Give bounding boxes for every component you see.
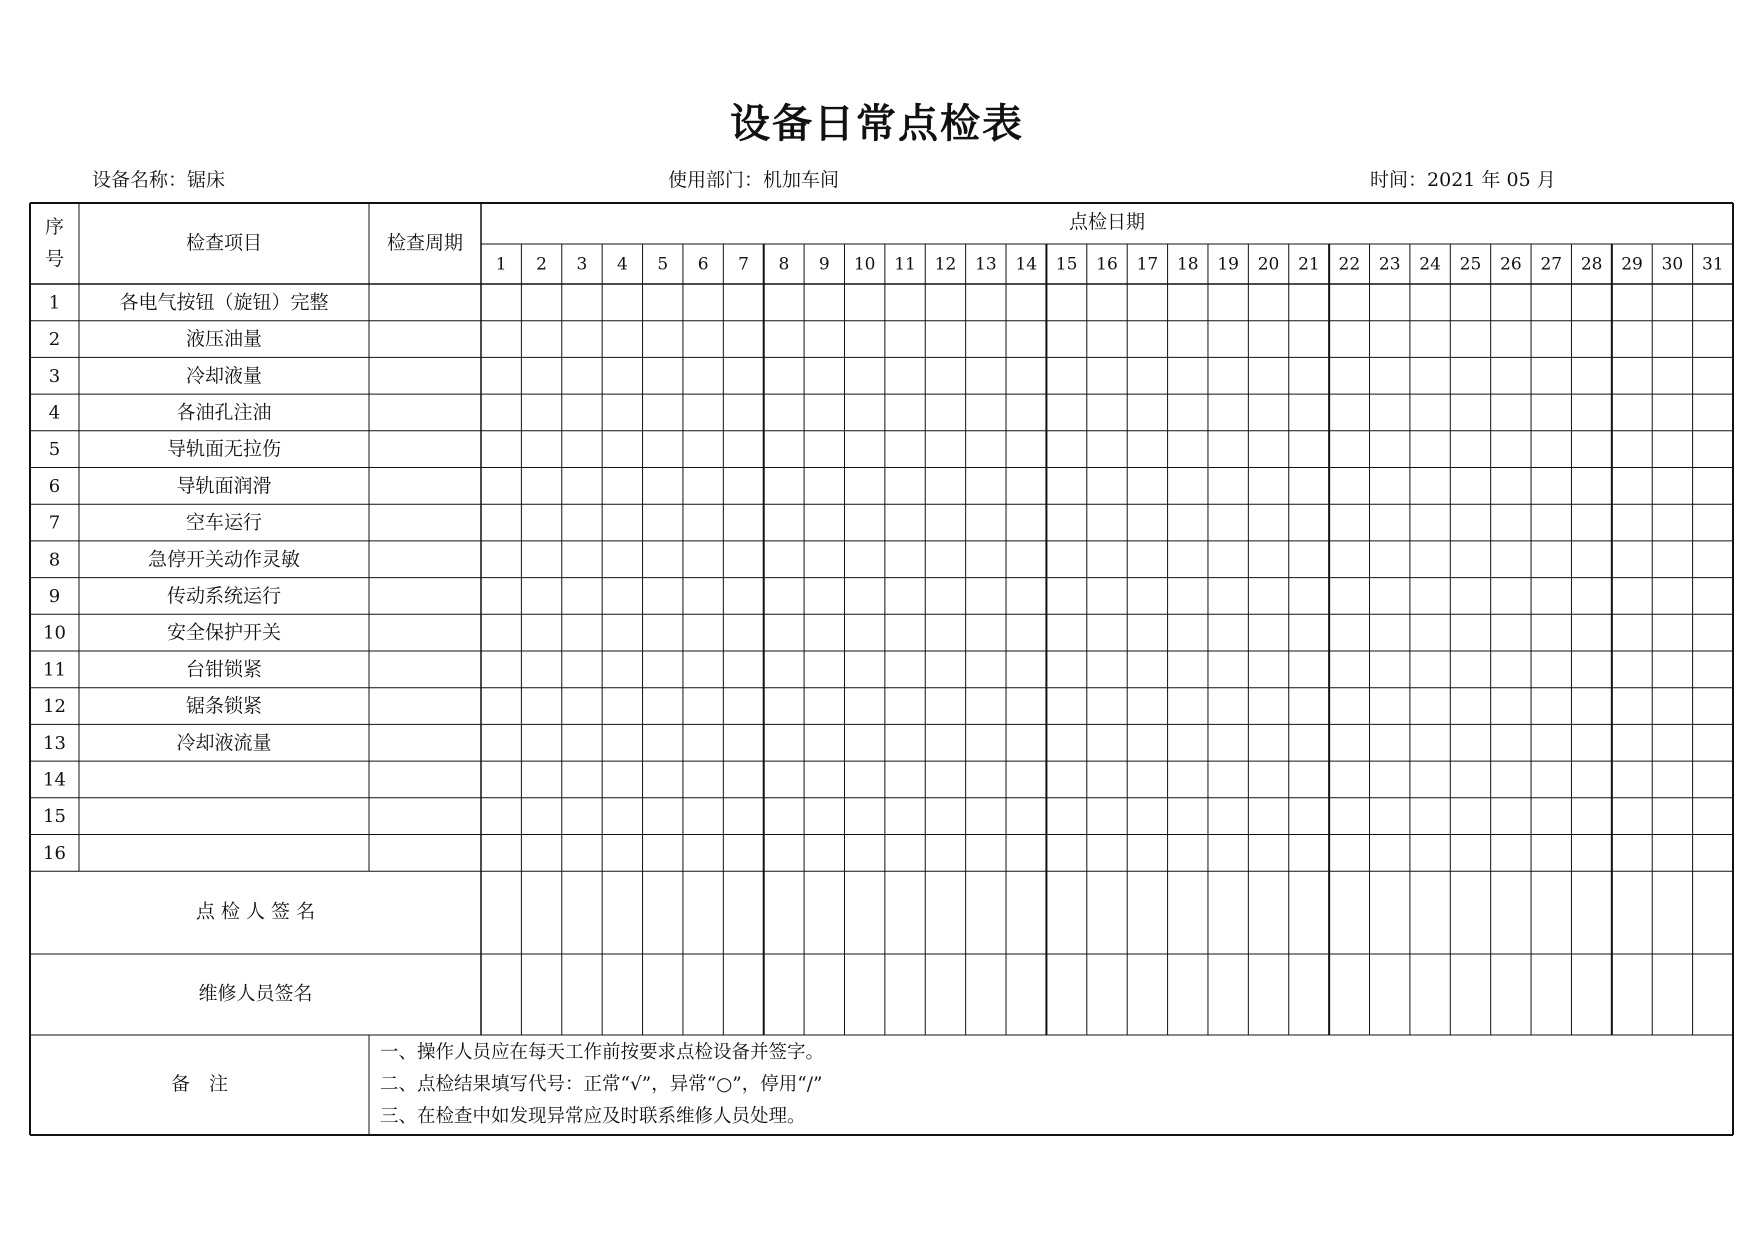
row-seq: 8 [48,549,61,571]
equipment-name-label: 设备名称： [92,169,188,191]
day-header: 11 [894,254,916,275]
day-header: 23 [1378,254,1401,275]
item-header: 检查项目 [185,232,263,254]
day-header: 8 [778,254,790,275]
row-item: 急停开关动作灵敏 [147,548,301,571]
row-item: 液压油量 [185,328,263,351]
day-header: 20 [1257,254,1280,275]
remarks-label: 备 注 [170,1073,229,1095]
day-header: 31 [1701,254,1724,275]
row-seq: 10 [43,622,66,644]
time-month-unit: 月 [1536,169,1556,191]
seq-header-line-1: 序 [44,216,65,238]
day-header: 1 [495,254,507,275]
row-seq: 16 [43,842,66,864]
row-item: 导轨面润滑 [176,474,272,497]
row-item: 冷却液流量 [176,731,272,754]
row-seq: 6 [48,475,61,497]
day-header: 25 [1459,254,1482,275]
day-header: 26 [1500,254,1522,275]
day-header: 24 [1419,254,1441,275]
remark-line: 一、操作人员应在每天工作前按要求点检设备并签字。 [380,1042,825,1063]
time-month: 05 [1506,169,1531,191]
row-seq: 5 [48,439,61,461]
day-header: 18 [1176,254,1199,275]
period-header: 检查周期 [386,232,464,254]
equipment-name-value: 锯床 [187,169,226,191]
row-item: 安全保护开关 [166,621,282,644]
day-header: 6 [697,254,709,275]
day-header: 28 [1580,254,1603,275]
row-item: 空车运行 [185,511,263,534]
row-seq: 14 [43,769,66,791]
day-header: 16 [1096,254,1118,275]
row-seq: 2 [48,329,61,351]
department-label: 使用部门： [668,169,764,191]
day-header: 19 [1217,254,1239,275]
row-item: 台钳锁紧 [185,658,263,681]
row-seq: 7 [48,512,61,534]
row-item: 冷却液量 [185,364,263,387]
row-seq: 15 [43,806,66,828]
day-header: 9 [818,254,830,275]
day-header: 22 [1338,254,1361,275]
form-title: 设备日常点检表 [730,100,1024,147]
day-header: 30 [1661,254,1684,275]
day-header: 10 [853,254,876,275]
row-seq: 13 [43,732,66,754]
row-seq: 12 [43,696,66,718]
remark-line: 二、点检结果填写代号：正常“√”，异常“○”，停用“/” [380,1074,823,1095]
row-seq: 11 [43,659,66,681]
row-item: 传动系统运行 [166,584,282,607]
repair-sign-label: 维修人员签名 [198,982,313,1005]
day-header: 27 [1540,254,1563,275]
time-label: 时间： [1370,169,1428,191]
day-header: 12 [934,254,957,275]
day-header: 21 [1298,254,1320,275]
row-seq: 4 [48,402,61,424]
day-header: 13 [975,254,997,275]
row-item: 锯条锁紧 [185,695,263,718]
day-header: 3 [576,254,588,275]
dates-group-header: 点检日期 [1068,211,1146,233]
day-header: 17 [1136,254,1159,275]
time-year-unit: 年 [1481,169,1501,191]
day-header: 15 [1055,254,1078,275]
time-year: 2021 [1427,169,1476,191]
row-seq: 3 [48,365,61,387]
row-seq: 9 [48,585,61,607]
day-header: 2 [536,254,547,275]
day-header: 4 [616,254,628,275]
day-header: 14 [1015,254,1038,275]
row-seq: 1 [48,292,61,314]
department-value: 机加车间 [763,169,840,191]
day-header: 5 [657,254,669,275]
day-header: 29 [1621,254,1643,275]
inspector-sign-label: 点 检 人 签 名 [195,900,316,923]
seq-header-line-2: 号 [44,248,65,270]
row-item: 各油孔注油 [176,401,272,424]
remark-line: 三、在检查中如发现异常应及时联系维修人员处理。 [380,1106,806,1127]
row-item: 导轨面无拉伤 [166,438,282,461]
day-header: 7 [738,254,749,275]
row-item: 各电气按钮（旋钮）完整 [119,291,329,314]
